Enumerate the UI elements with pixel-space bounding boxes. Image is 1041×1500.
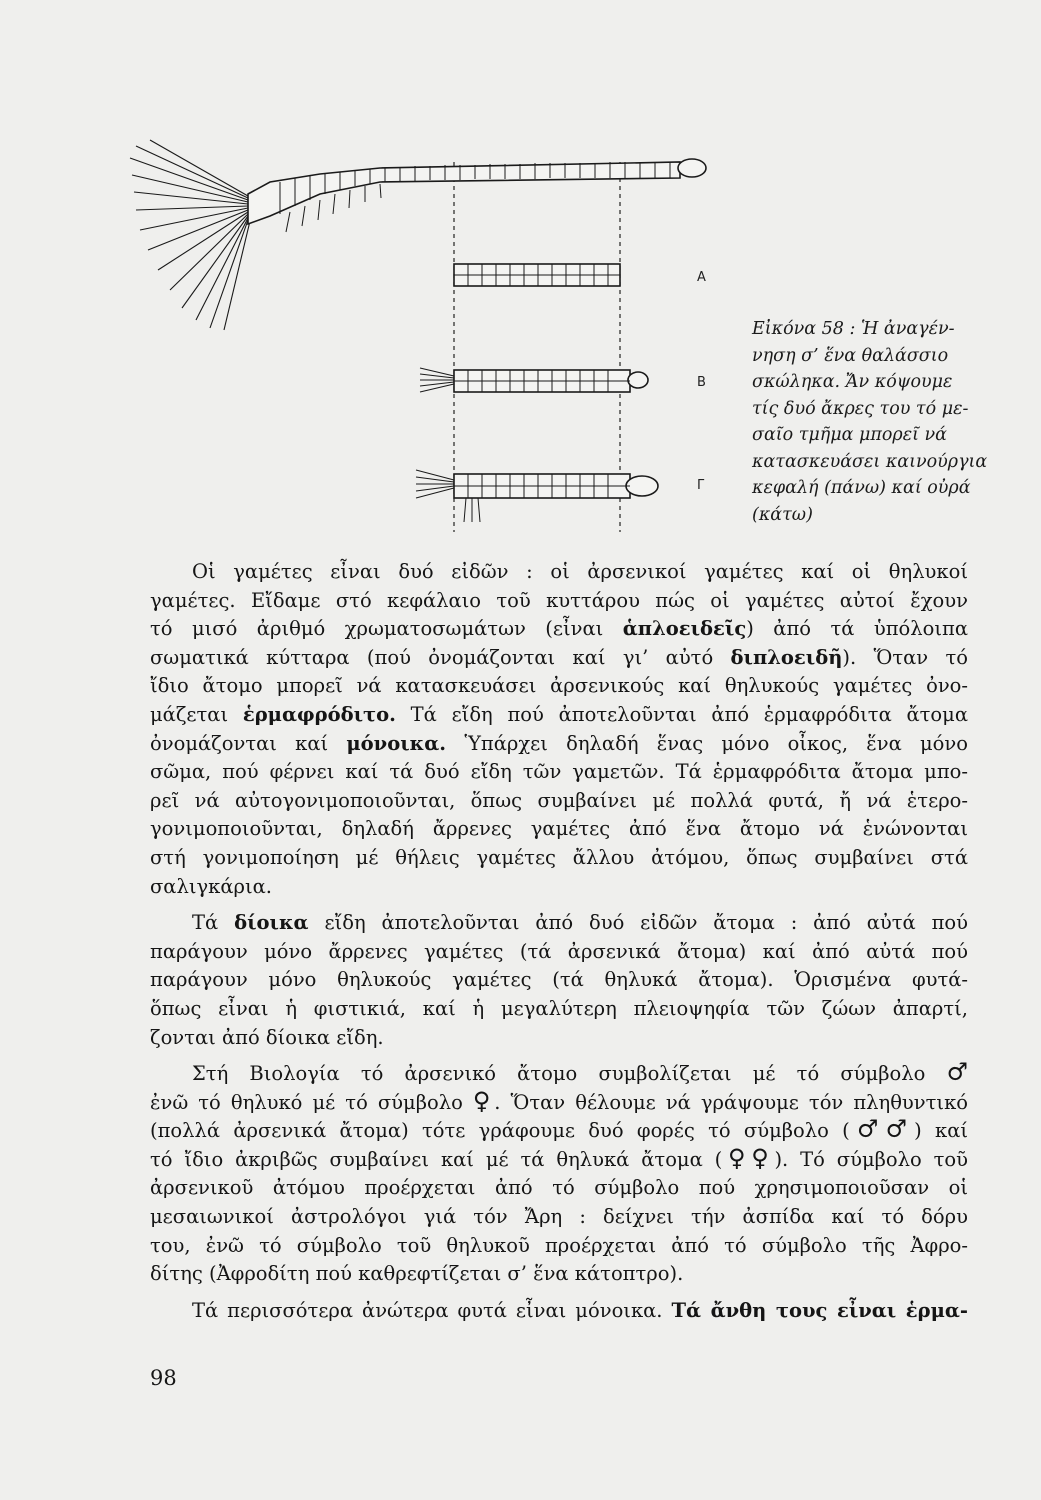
caption-line: (κάτω) [752,504,813,525]
female-plural-symbol-icon: ♀♀ [722,1142,775,1172]
term-haploid: ἁπλοειδεῖς [622,617,747,641]
paragraph-dioecious [150,909,968,1052]
text-line: γαμέτες. Εἴδαμε στό κεφάλαιο τοῦ κυττάρου πώς οἱ γαμέτες αὐτοί ἔχουν [150,588,968,612]
text-line: τό μισό ἀριθμό χρωματοσωμάτων (εἶναι ἁπλοειδεῖς) ἀπό τά ὑπόλοιπα [150,617,969,641]
term-dioecious: δίοικα [234,911,309,935]
figure-label-c: Γ [697,478,705,493]
caption-line: σκώληκα. Ἄν κόψουμε [752,372,953,392]
text-line: στή γονιμοποίηση μέ θήλεις γαμέτες ἄλλου ἀτόμου, ὅπως συμβαίνει στά [150,845,968,869]
text-line: του, ἐνῶ τό σύμβολο τοῦ θηλυκοῦ προέρχεται ἀπό τό σύμβολο τῆς Ἀφρο- [150,1233,968,1257]
worm-regeneration-figure [120,120,740,540]
text-line: ρεῖ νά αὐτογονιμοποιοῦνται, ὅπως συμβαίνει μέ πολλά φυτά, ἤ νά ἑτερο- [150,788,968,812]
term-monoecious: μόνοικα. [346,731,447,755]
text-line: ἀρσενικοῦ ἀτόμου προέρχεται ἀπό τό σύμβολο πού χρησιμοποιοῦσαν οἱ [150,1176,968,1200]
figure-label-b: B [697,375,706,390]
figure-label-a: A [697,270,706,285]
page-number: 98 [150,1366,177,1390]
text-line: δίτης (Ἀφροδίτη πού καθρεφτίζεται σ’ ἕνα κάτοπτρο). [150,1262,684,1286]
caption-line: κεφαλή (πάνω) καί οὐρά [752,478,971,498]
text-line: ἐνῶ τό θηλυκό μέ τό σύμβολο ♀. Ὅταν θέλουμε νά γράψουμε τόν πληθυντικό [150,1085,969,1115]
body-text [150,558,968,1325]
text-line: Οἱ γαμέτες εἶναι δυό εἰδῶν : οἱ ἀρσενικοί γαμέτες καί οἱ θηλυκοί [192,560,968,583]
text-line: Τά δίοικα εἴδη ἀποτελοῦνται ἀπό δυό εἰδῶν ἄτομα : ἀπό αὐτά πού [192,911,968,935]
text-line: μεσαιωνικοί ἀστρολόγοι γιά τόν Ἄρη : δείχνει τήν ἀσπίδα καί τό δόρυ [150,1205,968,1229]
male-symbol-icon: ♂ [946,1057,969,1087]
text-line: γονιμοποιοῦνται, δηλαδή ἄρρενες γαμέτες ἀπό ἕνα ἄτομο νά ἑνώνονται [150,817,968,841]
text-line: ἴδιο ἄτομο μπορεῖ νά κατασκευάσει ἀρσενικούς καί θηλυκούς γαμέτες ὀνο- [150,674,968,698]
text-line: σαλιγκάρια. [150,874,272,898]
text-line: ζονται ἀπό δίοικα εἴδη. [150,1025,384,1049]
segment-b [420,368,648,392]
worm-illustration [120,120,740,540]
text-line: ὀνομάζονται καί μόνοικα. Ὑπάρχει δηλαδή ἕνας μόνο οἶκος, ἕνα μόνο [150,731,968,755]
caption-line: Εἰκόνα 58 : Ἡ ἀναγέν- [752,319,955,339]
segment-c [416,470,658,522]
male-plural-symbol-icon: ♂♂ [849,1114,915,1144]
text-line: παράγουν μόνο θηλυκούς γαμέτες (τά θηλυκά ἄτομα). Ὁρισμένα φυτά- [150,968,968,992]
text-line: (πολλά ἀρσενικά ἄτομα) τότε γράφουμε δυό φορές τό σύμβολο (♂♂) καί [150,1114,969,1144]
paragraph-plants [150,1297,968,1326]
text-line: Τά περισσότερα ἀνώτερα φυτά εἶναι μόνοικα. Τά ἄνθη τους εἶναι ἑρμα- [192,1298,968,1322]
caption-line: νηση σ’ ἕνα θαλάσσιο [752,345,949,366]
segment-a [454,264,620,286]
caption-line: κατασκευάσει καινούργια [752,451,988,472]
text-line: σωματικά κύτταρα (πού ὀνομάζονται καί γι’ αὐτό διπλοειδῆ). Ὅταν τό [150,645,968,669]
caption-line: σαῖο τμῆμα μπορεῖ νά [752,425,947,445]
text-line: μάζεται ἑρμαφρόδιτο. Τά εἴδη πού ἀποτελοῦνται ἀπό ἑρμαφρόδιτα ἄτομα [150,702,969,726]
female-symbol-icon: ♀ [472,1085,495,1115]
paragraph-gametes [150,558,968,901]
text-line: σῶμα, πού φέρνει καί τά δυό εἴδη τῶν γαμετῶν. Τά ἑρμαφρόδιτα ἄτομα μπο- [150,760,968,784]
term-hermaphrodite: ἑρμαφρόδιτο. [242,702,396,726]
text-line: Στή Βιολογία τό ἀρσενικό ἄτομο συμβολίζεται μέ τό σύμβολο ♂ [192,1057,969,1087]
figure-caption [752,316,988,528]
text-line: τό ἴδιο ἀκριβῶς συμβαίνει καί μέ τά θηλυκά ἄτομα (♀♀). Τό σύμβολο τοῦ [150,1142,969,1172]
text-line: ὅπως εἶναι ἡ φιστικιά, καί ἡ μεγαλύτερη πλειοψηφία τῶν ζώων ἀπαρτί, [150,996,968,1020]
bold-sentence: Τά ἄνθη τους εἶναι ἑρμα- [671,1298,968,1322]
text-line: παράγουν μόνο ἄρρενες γαμέτες (τά ἀρσενικά ἄτομα) καί ἀπό αὐτά πού [150,939,968,963]
paragraph-symbols [150,1057,969,1289]
caption-line: τίς δυό ἄκρες του τό με- [752,398,969,419]
term-diploid: διπλοειδῆ [730,645,843,669]
